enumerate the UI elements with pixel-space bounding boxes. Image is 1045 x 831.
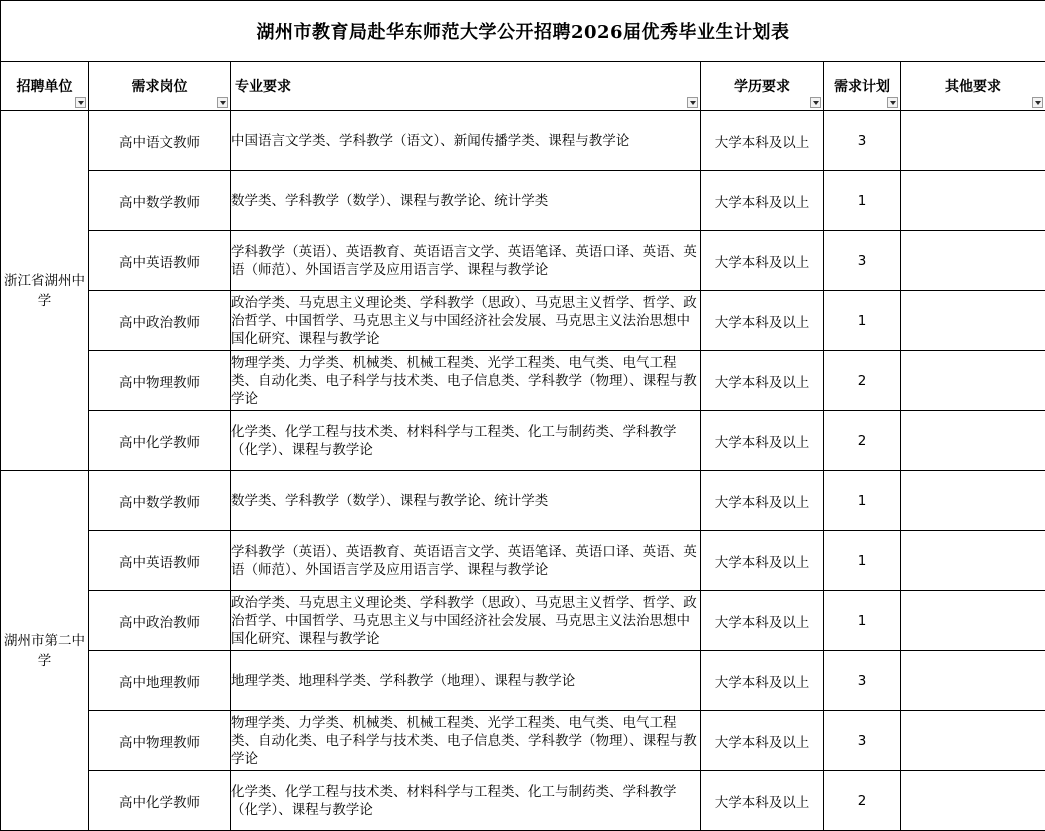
cell-other[interactable] — [901, 291, 1045, 351]
cell-unit[interactable]: 湖州市第二中学 — [1, 471, 89, 831]
cell-quota[interactable]: 3 — [824, 651, 901, 711]
cell-position[interactable]: 高中英语教师 — [89, 231, 231, 291]
cell-quota[interactable]: 1 — [824, 291, 901, 351]
header-unit-label: 招聘单位 — [17, 79, 73, 95]
cell-position[interactable]: 高中物理教师 — [89, 711, 231, 771]
header-major-label: 专业要求 — [235, 79, 291, 95]
cell-position[interactable]: 高中英语教师 — [89, 531, 231, 591]
page-title: 湖州市教育局赴华东师范大学公开招聘2026届优秀毕业生计划表 — [1, 1, 1045, 62]
table-row — [1, 471, 1045, 531]
cell-position[interactable]: 高中政治教师 — [89, 591, 231, 651]
cell-position[interactable]: 高中政治教师 — [89, 291, 231, 351]
table-row — [1, 411, 1045, 471]
cell-quota[interactable]: 2 — [824, 411, 901, 471]
header-other-label: 其他要求 — [945, 79, 1001, 95]
cell-other[interactable] — [901, 411, 1045, 471]
cell-other[interactable] — [901, 351, 1045, 411]
cell-education[interactable]: 大学本科及以上 — [701, 771, 824, 831]
cell-education[interactable]: 大学本科及以上 — [701, 291, 824, 351]
filter-dropdown-icon[interactable] — [217, 97, 228, 108]
cell-unit[interactable]: 浙江省湖州中学 — [1, 111, 89, 471]
filter-dropdown-icon[interactable] — [1032, 97, 1043, 108]
header-position-label: 需求岗位 — [132, 79, 188, 95]
filter-dropdown-icon[interactable] — [75, 97, 86, 108]
cell-other[interactable] — [901, 111, 1045, 171]
cell-position[interactable]: 高中数学教师 — [89, 171, 231, 231]
header-row — [1, 62, 1045, 111]
header-quota-label: 需求计划 — [834, 79, 890, 95]
cell-major[interactable]: 物理学类、力学类、机械类、机械工程类、光学工程类、电气类、电气工程类、自动化类、电子科学与技术类、电子信息类、学科教学（物理）、课程与教学论 — [231, 351, 701, 411]
cell-quota[interactable]: 1 — [824, 471, 901, 531]
header-education-label: 学历要求 — [734, 79, 790, 95]
filter-dropdown-icon[interactable] — [687, 97, 698, 108]
cell-major[interactable]: 物理学类、力学类、机械类、机械工程类、光学工程类、电气类、电气工程类、自动化类、电子科学与技术类、电子信息类、学科教学（物理）、课程与教学论 — [231, 711, 701, 771]
header-education — [701, 62, 824, 111]
cell-quota[interactable]: 2 — [824, 771, 901, 831]
cell-quota[interactable]: 1 — [824, 531, 901, 591]
header-quota — [824, 62, 901, 111]
cell-major[interactable]: 化学类、化学工程与技术类、材料科学与工程类、化工与制药类、学科教学（化学）、课程与教学论 — [231, 771, 701, 831]
filter-dropdown-icon[interactable] — [810, 97, 821, 108]
cell-education[interactable]: 大学本科及以上 — [701, 711, 824, 771]
cell-education[interactable]: 大学本科及以上 — [701, 591, 824, 651]
table-row — [1, 771, 1045, 831]
table-row — [1, 531, 1045, 591]
cell-education[interactable]: 大学本科及以上 — [701, 531, 824, 591]
cell-position[interactable]: 高中数学教师 — [89, 471, 231, 531]
table-row — [1, 711, 1045, 771]
cell-education[interactable]: 大学本科及以上 — [701, 111, 824, 171]
cell-quota[interactable]: 3 — [824, 111, 901, 171]
table-row — [1, 291, 1045, 351]
cell-quota[interactable]: 1 — [824, 171, 901, 231]
cell-other[interactable] — [901, 771, 1045, 831]
cell-other[interactable] — [901, 711, 1045, 771]
cell-major[interactable]: 数学类、学科教学（数学）、课程与教学论、统计学类 — [231, 171, 701, 231]
header-other — [901, 62, 1045, 111]
table-row — [1, 591, 1045, 651]
cell-quota[interactable]: 1 — [824, 591, 901, 651]
cell-other[interactable] — [901, 171, 1045, 231]
cell-position[interactable]: 高中语文教师 — [89, 111, 231, 171]
table-row — [1, 171, 1045, 231]
cell-major[interactable]: 化学类、化学工程与技术类、材料科学与工程类、化工与制药类、学科教学（化学）、课程与教学论 — [231, 411, 701, 471]
cell-other[interactable] — [901, 531, 1045, 591]
cell-quota[interactable]: 2 — [824, 351, 901, 411]
cell-quota[interactable]: 3 — [824, 231, 901, 291]
table-row — [1, 231, 1045, 291]
cell-position[interactable]: 高中化学教师 — [89, 411, 231, 471]
header-position — [89, 62, 231, 111]
cell-education[interactable]: 大学本科及以上 — [701, 231, 824, 291]
cell-other[interactable] — [901, 231, 1045, 291]
cell-position[interactable]: 高中地理教师 — [89, 651, 231, 711]
cell-education[interactable]: 大学本科及以上 — [701, 411, 824, 471]
cell-major[interactable]: 政治学类、马克思主义理论类、学科教学（思政）、马克思主义哲学、哲学、政治哲学、中国哲学、马克思主义与中国经济社会发展、马克思主义法治思想中国化研究、课程与教学论 — [231, 591, 701, 651]
cell-other[interactable] — [901, 591, 1045, 651]
table-row — [1, 651, 1045, 711]
cell-major[interactable]: 学科教学（英语）、英语教育、英语语言文学、英语笔译、英语口译、英语、英语（师范）、外国语言学及应用语言学、课程与教学论 — [231, 231, 701, 291]
cell-major[interactable]: 学科教学（英语）、英语教育、英语语言文学、英语笔译、英语口译、英语、英语（师范）、外国语言学及应用语言学、课程与教学论 — [231, 531, 701, 591]
cell-education[interactable]: 大学本科及以上 — [701, 351, 824, 411]
cell-other[interactable] — [901, 471, 1045, 531]
cell-education[interactable]: 大学本科及以上 — [701, 171, 824, 231]
cell-other[interactable] — [901, 651, 1045, 711]
cell-education[interactable]: 大学本科及以上 — [701, 471, 824, 531]
cell-quota[interactable]: 3 — [824, 711, 901, 771]
cell-major[interactable]: 数学类、学科教学（数学）、课程与教学论、统计学类 — [231, 471, 701, 531]
cell-major[interactable]: 中国语言文学类、学科教学（语文）、新闻传播学类、课程与教学论 — [231, 111, 701, 171]
header-unit — [1, 62, 89, 111]
table-row — [1, 111, 1045, 171]
cell-education[interactable]: 大学本科及以上 — [701, 651, 824, 711]
cell-major[interactable]: 地理学类、地理科学类、学科教学（地理）、课程与教学论 — [231, 651, 701, 711]
header-major — [231, 62, 701, 111]
cell-major[interactable]: 政治学类、马克思主义理论类、学科教学（思政）、马克思主义哲学、哲学、政治哲学、中国哲学、马克思主义与中国经济社会发展、马克思主义法治思想中国化研究、课程与教学论 — [231, 291, 701, 351]
table-row — [1, 351, 1045, 411]
cell-position[interactable]: 高中物理教师 — [89, 351, 231, 411]
cell-position[interactable]: 高中化学教师 — [89, 771, 231, 831]
filter-dropdown-icon[interactable] — [887, 97, 898, 108]
